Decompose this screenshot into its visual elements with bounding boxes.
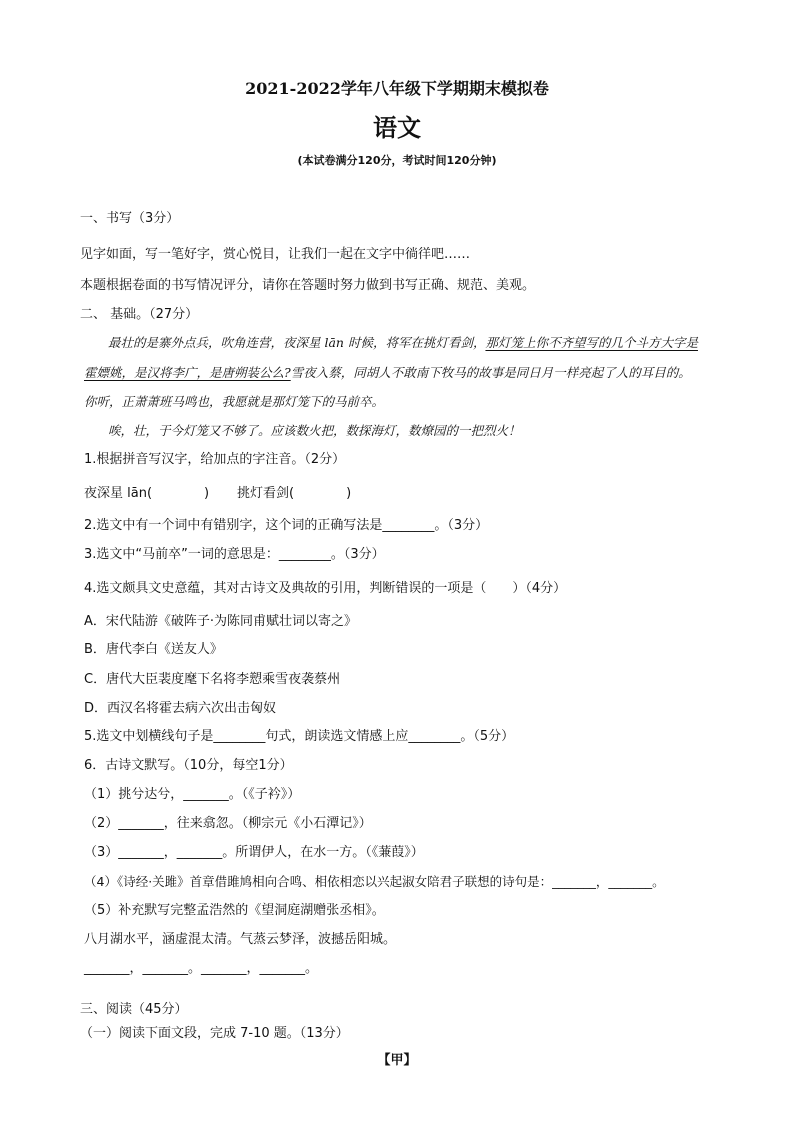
passage-line: 你听，正萧萧班马鸣也，我愿就是那灯笼下的马前卒。 [84, 394, 385, 409]
section-heading: 三、阅读（45分） [80, 1002, 188, 1017]
answer-blank: 挑灯看剑( ) [237, 486, 352, 501]
question-6: 6．古诗文默写。（10分，每空1分） [84, 758, 293, 773]
option-d: D．西汉名将霍去病六次出击匈奴 [84, 701, 277, 716]
passage-line: 霍嫖姚，是汉将李广，是唐朔装公么?雪夜入蔡，同胡人不敢南下牧马的故事是同日月一样亮起了人的耳目的。 [84, 365, 691, 380]
question-5: 5.选文中划横线句子是________句式，朗读选文情感上应________。（5分） [84, 729, 515, 744]
underlined-sentence: 霍嫖姚，是汉将李广，是唐朔装公么? [84, 365, 291, 380]
option-c: C．唐代大臣裴度麾下名将李愬乘雪夜袭蔡州 [84, 672, 341, 687]
question-1: 1.根据拼音写汉字，给加点的字注音。（2分） [84, 452, 346, 467]
option-a: A．宋代陆游《破阵子·为陈同甫赋壮词以寄之》 [84, 614, 358, 629]
paragraph: 见字如面，写一笔好字，赏心悦目，让我们一起在文字中徜徉吧…… [80, 247, 471, 262]
option-b: B．唐代李白《送友人》 [84, 642, 223, 657]
recitation-item: （3）_______，_______。所谓伊人，在水一方。（《蒹葭》） [84, 845, 424, 860]
poem-line: 八月湖水平，涵虚混太清。气蒸云梦泽，波撼岳阳城。 [84, 932, 397, 947]
section-heading: 一、书写（3分） [80, 211, 180, 226]
recitation-item: （4）《诗经·关雎》首章借雎鸠相向合鸣、相依相恋以兴起淑女陪君子联想的诗句是：_______，_______。 [84, 874, 665, 889]
recitation-item: （1）挑兮达兮，_______。（《子衿》） [84, 787, 301, 802]
subsection-heading: （一）阅读下面文段，完成 7-10 题。（13分） [80, 1026, 349, 1041]
question-4: 4.选文颇具文史意蕴，其对古诗文及典故的引用，判断错误的一项是（ ）（4分） [84, 581, 567, 596]
question-2: 2.选文中有一个词中有错别字，这个词的正确写法是________。（3分） [84, 518, 489, 533]
recitation-item: （2）_______，往来翕忽。（柳宗元《小石潭记》） [84, 816, 372, 831]
subject-title: 语文 [373, 113, 421, 142]
underlined-sentence: 那灯笼上你不齐望写的几个斗方大字是 [485, 335, 698, 350]
exam-note: (本试卷满分120分，考试时间120分钟) [297, 154, 497, 167]
passage-line: 唉，壮，于今灯笼又不够了。应该数火把，数探海灯，数燎园的一把烈火！ [108, 423, 521, 438]
text-label-jia: 【甲】 [377, 1053, 417, 1068]
section-heading: 二、 基础。（27分） [80, 307, 199, 322]
answer-blank: 夜深星 lān( ) [84, 486, 210, 501]
paragraph: 本题根据卷面的书写情况评分，请你在答题时努力做到书写正确、规范、美观。 [80, 278, 536, 293]
exam-title: 2021-2022学年八年级下学期期末模拟卷 [245, 79, 549, 98]
passage-line: 最壮的是寨外点兵，吹角连营，夜深星 lān 时候，将军在挑灯看剑，那灯笼上你不齐望写的几个斗方大字是 [108, 335, 698, 350]
recitation-item: （5）补充默写完整孟浩然的《望洞庭湖赠张丞相》。 [84, 903, 385, 918]
question-3: 3.选文中“马前卒”一词的意思是：________。（3分） [84, 547, 385, 562]
answer-blank: _______，_______。_______，_______。 [84, 961, 319, 976]
